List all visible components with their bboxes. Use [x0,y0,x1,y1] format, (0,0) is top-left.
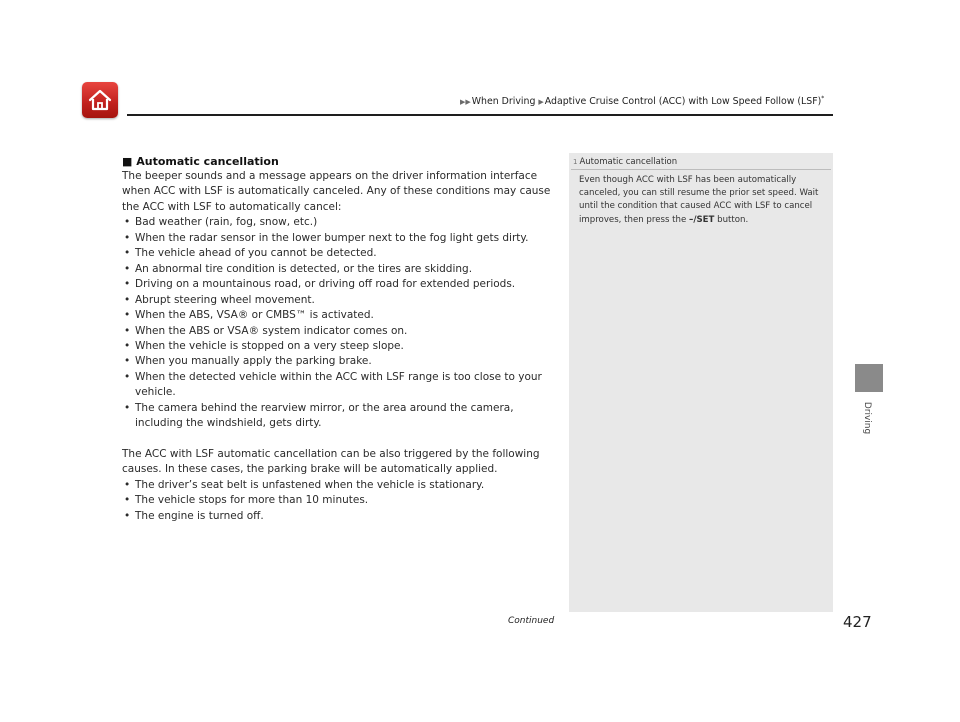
list-item: • The vehicle stops for more than 10 minutes. [122,493,554,508]
list-item: • When the detected vehicle within the ACC with LSF range is too close to your vehicle. [122,370,554,401]
set-button-label: –/SET [689,214,715,225]
list-item: • When the ABS, VSA® or CMBS™ is activated. [122,308,554,323]
header-divider [127,114,833,116]
breadcrumb [460,95,824,107]
list-item: • Driving on a mountainous road, or driving off road for extended periods. [122,277,554,292]
intro-paragraph: The beeper sounds and a message appears on the driver information interface when ACC with LSF is automatically canceled. Any of these conditions may cause the ACC with LSF to automatically cancel: [122,170,551,213]
continued-label: Continued [508,616,555,626]
list-item: • When the radar sensor in the lower bumper next to the fog light gets dirty. [122,231,554,246]
section-heading-text: Automatic cancellation [136,155,279,168]
note-divider [571,169,831,170]
home-icon [88,89,112,111]
list-item: • Bad weather (rain, fog, snow, etc.) [122,215,554,230]
list-item: • When you manually apply the parking brake. [122,354,554,369]
list-item: • An abnormal tire condition is detected, or the tires are skidding. [122,262,554,277]
list-item: • The engine is turned off. [122,509,554,524]
list-item: • When the vehicle is stopped on a very steep slope. [122,339,554,354]
breadcrumb-arrow-icon: ▶▶ [460,98,471,107]
paragraph-spacer [122,432,554,447]
note-body [579,174,827,227]
parking-brake-causes-list [122,478,554,524]
chapter-tab[interactable] [855,364,883,392]
note-title-text: Automatic cancellation [579,157,678,167]
breadcrumb-item-when-driving[interactable]: When Driving [471,96,536,108]
home-button[interactable] [82,82,118,118]
optional-feature-mark: * [821,95,825,102]
note-title [573,157,677,167]
list-item: • The camera behind the rearview mirror, or the area around the camera, including the windshield, gets dirty. [122,401,554,432]
note-reference-number: 1 [573,158,578,166]
note-panel [569,153,833,612]
section-heading-marker: ■ [122,155,133,168]
list-item: • The vehicle ahead of you cannot be detected. [122,246,554,261]
list-item: • Abrupt steering wheel movement. [122,293,554,308]
chapter-label: Driving [862,401,873,435]
note-body-text: Even though ACC with LSF has been automatically canceled, you can still resume the prior set speed. Wait until the condition that caused ACC with LSF to cancel improves, then press the [579,175,819,225]
cancellation-conditions-list [122,215,554,431]
note-body-text-end: button. [717,214,749,225]
main-content [122,154,554,524]
section-heading [122,154,554,169]
list-item: • The driver’s seat belt is unfastened when the vehicle is stationary. [122,478,554,493]
parking-brake-paragraph: The ACC with LSF automatic cancellation can be also triggered by the following causes. In these cases, the parking brake will be automatically applied. [122,447,540,476]
list-item: • When the ABS or VSA® system indicator comes on. [122,324,554,339]
breadcrumb-item-acc[interactable]: Adaptive Cruise Control (ACC) with Low Speed Follow (LSF) [544,96,822,108]
page-number: 427 [843,613,872,631]
breadcrumb-arrow-icon: ▶ [538,98,544,107]
